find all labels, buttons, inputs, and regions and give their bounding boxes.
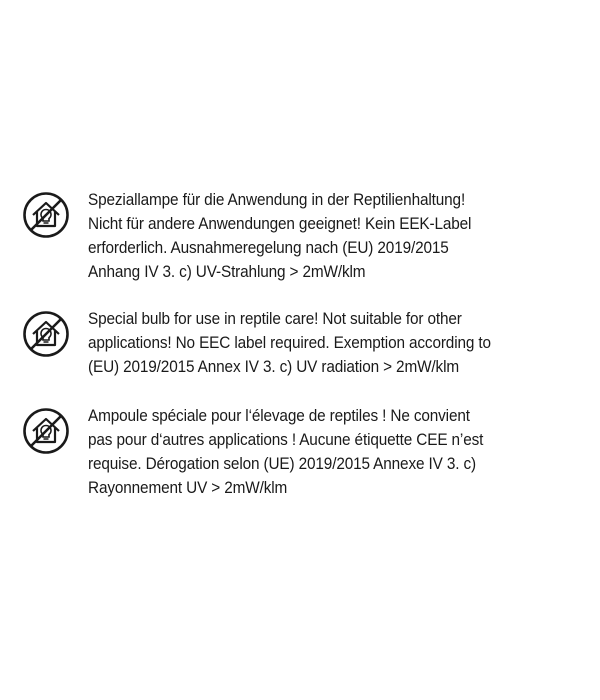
no-household-use-icon xyxy=(22,407,70,455)
notice-text: Ampoule spéciale pour l‘élevage de reptiles ! Ne convient pas pour d‘autres applications ! Aucune étiquette CEE n’est requise. Dérogation selon (UE) 2019/2015 Annexe IV 3. c) Rayonnement UV > 2mW/klm xyxy=(88,407,484,497)
notice-text: Special bulb for use in reptile care! Not suitable for other applications! No EEC label required. Exemption according to (EU) 2019/2015 Annex IV 3. c) UV radiation > 2mW/klm xyxy=(88,310,491,376)
notice-english xyxy=(22,307,582,379)
notice-text: Speziallampe für die Anwendung in der Reptilienhaltung! Nicht für andere Anwendungen geeignet! Kein EEK-Label erforderlich. Ausnahmeregelung nach (EU) 2019/2015 Anhang IV 3. c) UV-Strahlung > 2mW/klm xyxy=(88,191,472,281)
notice-french xyxy=(22,404,582,500)
no-household-use-icon xyxy=(22,191,70,239)
notice-german xyxy=(22,188,582,284)
no-household-use-icon xyxy=(22,310,70,358)
